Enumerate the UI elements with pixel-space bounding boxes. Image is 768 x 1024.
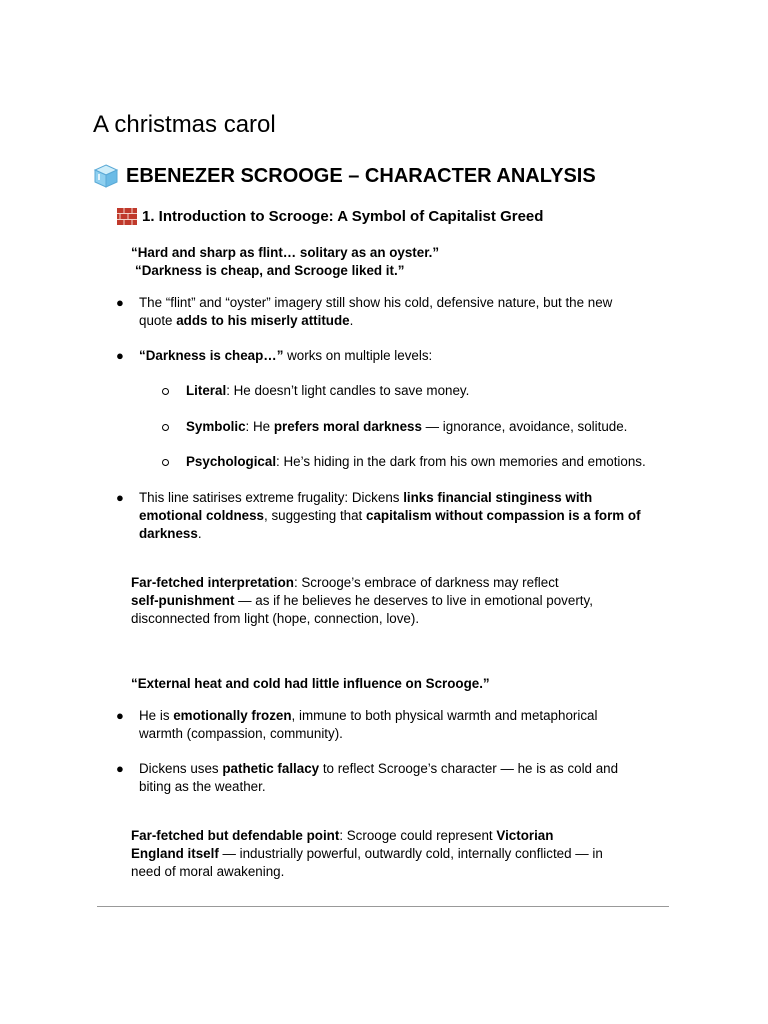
list-item: Dickens uses pathetic fallacy to reflect Scrooge’s character — he is as cold and biting as the weather.: [139, 761, 619, 794]
list-item: This line satirises extreme frugality: Dickens links financial stinginess with emotional coldness, suggesting that capitalism without compassion is a form of darkness.: [139, 490, 641, 541]
sub-list-item: Psychological: He’s hiding in the dark from his own memories and emotions.: [186, 454, 646, 469]
sub-bullet-marker: [162, 459, 169, 466]
farfetched-defendable-point: Far-fetched but defendable point: Scrooge could represent Victorian England itself — industrially powerful, outwardly cold, internally conflicted — in need of moral awakening.: [131, 828, 603, 879]
list-item: He is emotionally frozen, immune to both physical warmth and metaphorical warmth (compassion, community).: [139, 708, 598, 741]
bullet-marker: ●: [116, 295, 124, 310]
farfetched-interpretation: Far-fetched interpretation: Scrooge’s embrace of darkness may reflect self-punishment — as if he believes he deserves to live in emotional poverty, disconnected from light (hope, connection, love).: [131, 575, 593, 626]
brick-icon: [117, 208, 137, 225]
section-heading: [93, 163, 596, 189]
list-item: “Darkness is cheap…” works on multiple levels:: [139, 348, 433, 363]
bullet-marker: ●: [116, 490, 124, 505]
horizontal-divider: [97, 906, 669, 907]
sub-bullet-marker: [162, 388, 169, 395]
sub-bullet-marker: [162, 424, 169, 431]
sub-list-item: Symbolic: He prefers moral darkness — ignorance, avoidance, solitude.: [186, 419, 628, 434]
quote-flint: “Hard and sharp as flint… solitary as an oyster.”: [131, 245, 440, 260]
bullet-marker: ●: [116, 348, 124, 363]
bullet-marker: ●: [116, 761, 124, 776]
section-heading-text: EBENEZER SCROOGE – CHARACTER ANALYSIS: [126, 164, 596, 187]
quote-darkness: “Darkness is cheap, and Scrooge liked it.”: [135, 263, 405, 278]
ice-cube-icon: [93, 163, 119, 189]
subsection-heading-text: 1. Introduction to Scrooge: A Symbol of Capitalist Greed: [142, 208, 544, 225]
sub-list-item: Literal: He doesn’t light candles to save money.: [186, 383, 470, 398]
quote-external-heat: “External heat and cold had little influence on Scrooge.”: [131, 676, 490, 691]
document-title: A christmas carol: [93, 111, 276, 138]
subsection-heading: [117, 208, 543, 225]
list-item: The “flint” and “oyster” imagery still show his cold, defensive nature, but the new quote adds to his miserly attitude.: [139, 295, 613, 328]
bullet-marker: ●: [116, 708, 124, 723]
